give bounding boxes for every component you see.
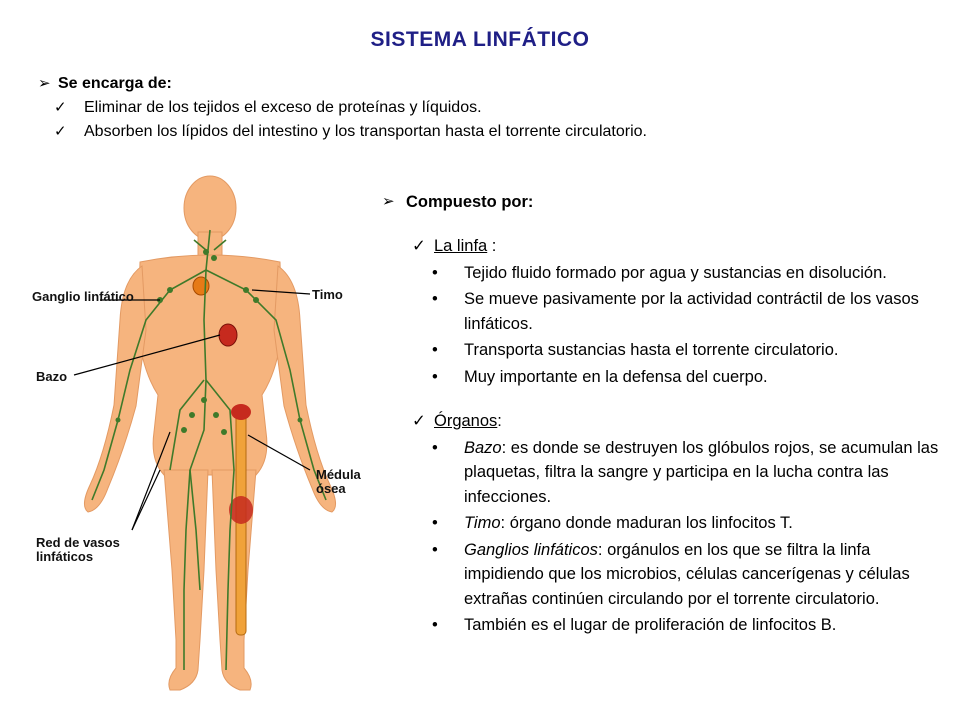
organos-list — [382, 436, 950, 638]
check-icon: ✓ — [54, 123, 67, 140]
check-icon: ✓ — [412, 237, 426, 255]
linfa-list — [382, 261, 950, 390]
linfa-suffix: : — [487, 237, 497, 255]
list-item: • Se mueve pasivamente por la actividad contráctil de los vasos linfáticos. — [382, 287, 950, 336]
bullet-dot-icon: • — [432, 263, 438, 282]
spleen-organ — [219, 324, 237, 346]
organos-label: Órganos — [434, 412, 498, 430]
lymphatic-system-illustration — [20, 170, 380, 715]
check-icon: ✓ — [54, 99, 67, 116]
intro-item: Eliminar de los tejidos el exceso de proteínas y líquidos. — [84, 99, 482, 116]
bullet-dot-icon: • — [432, 616, 438, 634]
composition-heading: Compuesto por: — [406, 193, 534, 211]
list-item: • Timo: órgano donde maduran los linfocitos T. — [382, 511, 950, 536]
bullet-dot-icon: • — [432, 540, 438, 559]
label-bazo: Bazo — [36, 369, 68, 384]
bullet-dot-icon: • — [432, 367, 438, 386]
label-ganglio: Ganglio linfático — [32, 289, 134, 304]
page-title: SISTEMA LINFÁTICO — [370, 28, 590, 51]
label-red-vasos: Red de vasos linfáticos — [36, 535, 120, 564]
list-item: • Bazo: es donde se destruyen los glóbulos rojos, se acumulan las plaquetas, filtra la sangre y participa en la lucha contra las infecciones. — [382, 436, 950, 510]
list-item: • Muy importante en la defensa del cuerpo. — [382, 365, 950, 390]
label-medula: Médula ósea — [316, 467, 361, 496]
right-leg-shape — [164, 470, 208, 690]
list-item: • También es el lugar de proliferación de linfocitos B. — [382, 613, 950, 638]
femur-bone — [236, 415, 246, 635]
arrow-bullet-icon: ➢ — [382, 193, 395, 210]
red-leader-1 — [132, 432, 170, 530]
bullet-dot-icon: • — [432, 290, 438, 308]
organ-term: Bazo — [464, 438, 502, 457]
organos-subsection — [382, 409, 950, 434]
bullet-dot-icon: • — [432, 341, 438, 359]
arrow-bullet-icon: ➢ — [38, 75, 51, 92]
red-leader-2 — [132, 470, 160, 530]
bullet-dot-icon: • — [432, 438, 438, 457]
composition-section — [382, 190, 950, 638]
bone-marrow-top — [231, 404, 251, 420]
thymus-organ — [193, 277, 209, 295]
organ-term: Ganglios linfáticos — [464, 540, 598, 559]
human-body-figure — [20, 170, 380, 715]
intro-item: Absorben los lípidos del intestino y los transportan hasta el torrente circulatorio. — [84, 123, 647, 140]
intro-section — [38, 72, 938, 144]
linfa-subsection — [382, 234, 950, 259]
label-timo: Timo — [312, 287, 343, 302]
linfa-label: La linfa — [434, 237, 488, 255]
intro-heading: Se encarga de: — [58, 75, 172, 92]
organos-suffix: : — [497, 412, 502, 430]
list-item: • Tejido fluido formado por agua y sustancias en disolución. — [382, 261, 950, 286]
check-icon: ✓ — [412, 412, 426, 430]
list-item: • Transporta sustancias hasta el torrente circulatorio. — [382, 338, 950, 363]
bullet-dot-icon: • — [432, 514, 438, 532]
organ-term: Timo — [464, 514, 501, 532]
list-item: • Ganglios linfáticos: orgánulos en los que se filtra la linfa impidiendo que los microbios, células cancerígenas y células extrañas continúen circulando por el torrente circulatorio. — [382, 538, 950, 612]
